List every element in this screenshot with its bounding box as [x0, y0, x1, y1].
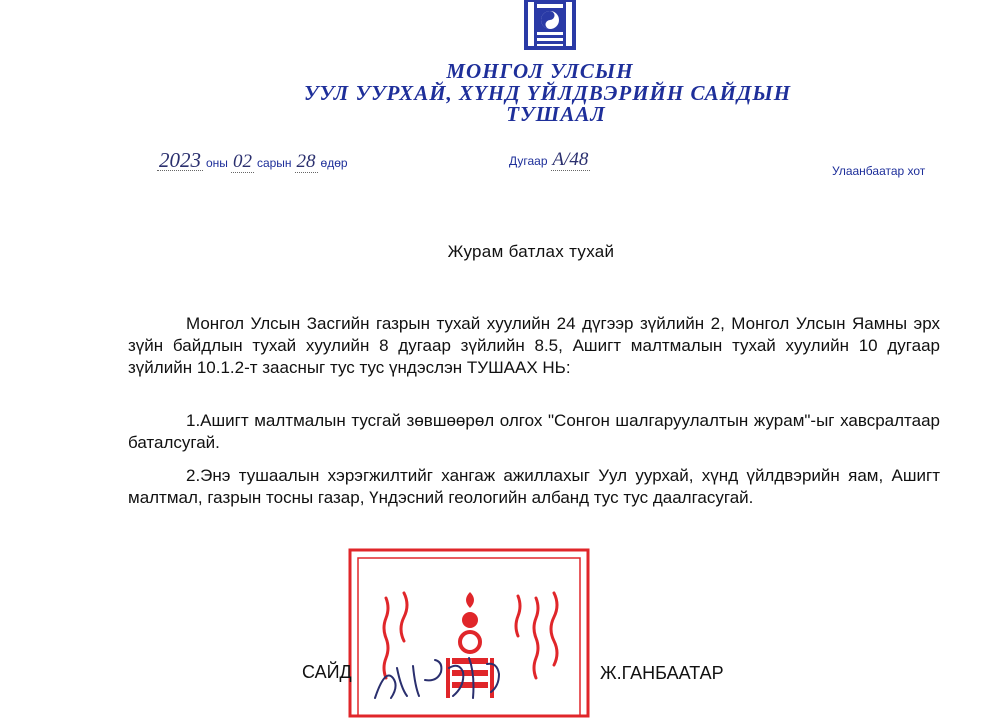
- signatory-name: Ж.ГАНБААТАР: [600, 663, 724, 683]
- date-year: 2023: [159, 148, 201, 172]
- date-line: [157, 150, 351, 173]
- date-day: 28: [296, 151, 316, 172]
- date-day-label: өдөр: [320, 156, 348, 170]
- document-subject: Журам батлах тухай: [447, 242, 615, 261]
- paragraph-preamble: [128, 313, 940, 379]
- header-document-type: ТУШААЛ: [506, 102, 606, 126]
- header-country: МОНГОЛ УЛСЫН: [446, 59, 634, 83]
- signatory-title: САЙД: [302, 662, 352, 682]
- paragraph-item-1: [128, 410, 940, 454]
- city: Улаанбаатар хот: [832, 164, 926, 178]
- paragraph-text: Монгол Улсын Засгийн газрын тухай хуулийн 24 дүгээр зүйлийн 2, Монгол Улсын Яамны эрх зүйн байдлын тухай хуулийн 8 дугаар зүйлийн 8.5, Ашигт малтмалын тухай хуулийн 10 дугаар зүйлийн 10.1.2-т заасныг тус тус үндэслэн ТУШААХ НЬ:: [128, 314, 940, 377]
- paragraph-text: 2.Энэ тушаалын хэрэгжилтийг хангаж ажиллахыг Уул уурхай, хүнд үйлдвэрийн яам, Ашигт малтмал, газрын тосны газар, Үндэсний геологийн албанд тус тус даалгасугай.: [128, 466, 940, 507]
- date-year-label: оны: [206, 156, 228, 170]
- date-month: 02: [232, 151, 252, 172]
- date-month-label: сарын: [256, 156, 292, 170]
- number-value: А/48: [552, 149, 589, 170]
- document-number: [506, 150, 590, 171]
- paragraph-text: 1.Ашигт малтмалын тусгай зөвшөөрөл олгох "Сонгон шалгаруулалтын журам"-ыг хавсралтаар баталсугай.: [128, 411, 940, 452]
- number-label: Дугаар: [509, 154, 548, 168]
- header-ministry: УУЛ УУРХАЙ, ХҮНД ҮЙЛДВЭРИЙН САЙДЫН: [303, 81, 792, 105]
- paragraph-item-2: [128, 465, 940, 509]
- signature-icon: [365, 648, 535, 708]
- soyombo-emblem-icon: [524, 0, 576, 50]
